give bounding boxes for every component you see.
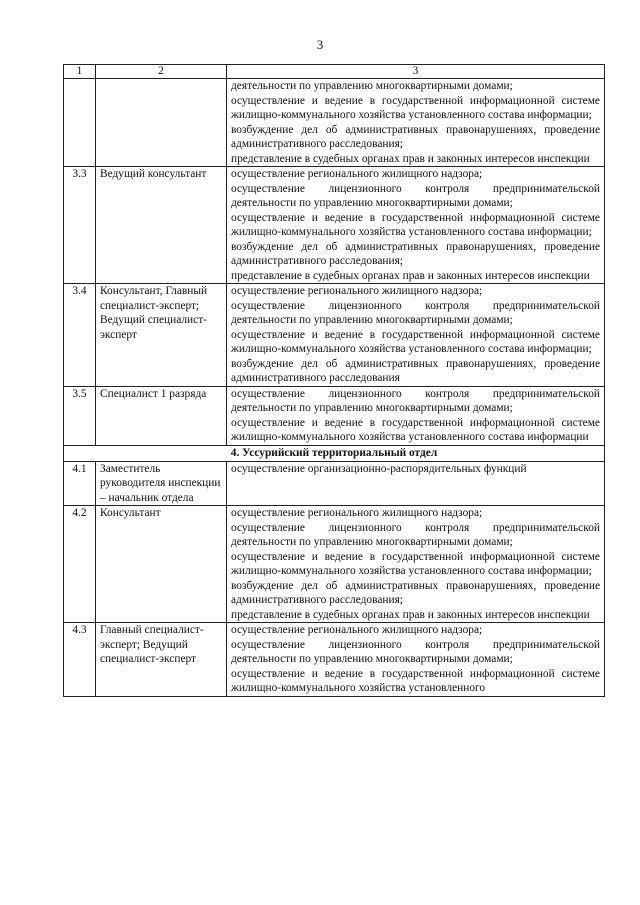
header-col-2: 2 <box>96 65 227 79</box>
duties-cell <box>227 386 605 445</box>
duties-cell <box>227 506 605 623</box>
row-number: 4.2 <box>64 506 96 623</box>
position-title: Консультант <box>96 506 227 623</box>
duty-item: осуществление регионального жилищного надзора; <box>231 285 483 297</box>
position-title: Ведущий консультант <box>96 167 227 284</box>
row-number: 4.1 <box>64 461 96 506</box>
position-title: Специалист 1 разряда <box>96 386 227 445</box>
section-header-row <box>64 445 605 461</box>
row-number: 3.5 <box>64 386 96 445</box>
row-number: 3.4 <box>64 284 96 387</box>
duty-item: осуществление и ведение в государственной информационной системе жилищно-коммунального хозяйства установленного состава информации; <box>231 94 600 121</box>
duty-item: осуществление организационно-распорядительных функций <box>231 462 527 475</box>
table-row <box>64 461 605 506</box>
duty-item: осуществление и ведение в государственной информационной системе жилищно-коммунального хозяйства установленного состава информации; <box>231 550 600 577</box>
duty-item: осуществление лицензионного контроля предпринимательской деятельности по управлению многоквартирными домами; <box>231 638 600 665</box>
duty-item: представление в судебных органах прав и законных интересов инспекции <box>231 152 590 165</box>
duty-item: осуществление и ведение в государственной информационной системе жилищно-коммунального хозяйства установленного состава информации <box>231 416 600 443</box>
row-number: 3.3 <box>64 167 96 284</box>
position-title: Консультант, Главный специалист-эксперт; Ведущий специалист-эксперт <box>96 284 227 387</box>
duty-item: осуществление лицензионного контроля предпринимательской деятельности по управлению многоквартирными домами; <box>231 182 600 209</box>
table-body <box>64 79 605 697</box>
table-row <box>64 284 605 387</box>
header-col-3: 3 <box>227 65 605 79</box>
duty-item: возбуждение дел об административных правонарушениях, проведение административного расследования; <box>231 123 600 150</box>
header-col-1: 1 <box>64 65 96 79</box>
duties-cell <box>227 284 605 387</box>
table-row <box>64 79 605 167</box>
duty-item: представление в судебных органах прав и законных интересов инспекции <box>231 269 590 282</box>
section-title: 4. Уссурийский территориальный отдел <box>64 445 605 461</box>
duty-item: осуществление и ведение в государственной информационной системе жилищно-коммунального хозяйства установленного состава информации; <box>231 211 600 238</box>
duty-item: возбуждение дел об административных правонарушениях, проведение административного расследования <box>231 357 600 384</box>
position-title: Заместитель руководителя инспекции – начальник отдела <box>96 461 227 506</box>
duties-cell <box>227 461 605 506</box>
table-row <box>64 506 605 623</box>
duty-item: осуществление лицензионного контроля предпринимательской деятельности по управлению многоквартирными домами; <box>231 387 600 414</box>
page-number: 3 <box>316 37 324 52</box>
duties-cell <box>227 167 605 284</box>
duties-cell <box>227 79 605 167</box>
position-title <box>96 79 227 167</box>
row-number: 4.3 <box>64 623 96 697</box>
table-row <box>64 623 605 697</box>
duties-table <box>63 64 605 697</box>
duty-item: представление в судебных органах прав и законных интересов инспекции <box>231 608 590 621</box>
duty-item: осуществление лицензионного контроля предпринимательской деятельности по управлению многоквартирными домами; <box>231 521 600 548</box>
duty-item: возбуждение дел об административных правонарушениях, проведение административного расследования; <box>231 579 600 606</box>
position-title: Главный специалист-эксперт; Ведущий специалист-эксперт <box>96 623 227 697</box>
table-header-row <box>64 65 605 79</box>
table-row <box>64 386 605 445</box>
duty-item: осуществление регионального жилищного надзора; <box>231 507 483 519</box>
duty-item: деятельности по управлению многоквартирными домами; <box>231 80 513 92</box>
duty-item: осуществление лицензионного контроля предпринимательской деятельности по управлению многоквартирными домами; <box>231 299 600 326</box>
row-number <box>64 79 96 167</box>
duty-item: осуществление регионального жилищного надзора; <box>231 624 483 636</box>
table-row <box>64 167 605 284</box>
duty-item: возбуждение дел об административных правонарушениях, проведение административного расследования; <box>231 240 600 267</box>
duty-item: осуществление регионального жилищного надзора; <box>231 168 483 180</box>
duty-item: осуществление и ведение в государственной информационной системе жилищно-коммунального хозяйства установленного состава информации; <box>231 328 600 355</box>
duties-cell <box>227 623 605 697</box>
duty-item: осуществление и ведение в государственной информационной системе жилищно-коммунального хозяйства установленного <box>231 667 600 694</box>
